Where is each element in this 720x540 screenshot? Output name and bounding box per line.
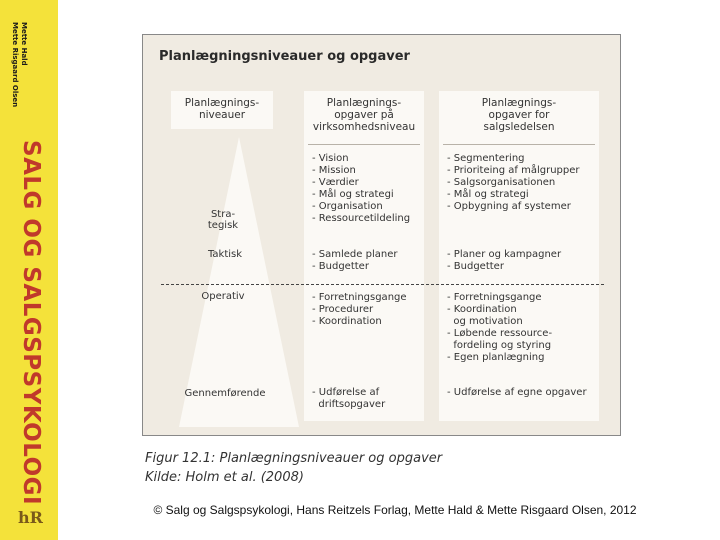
copyright-notice: © Salg og Salgspsykologi, Hans Reitzels Forlag, Mette Hald & Mette Risgaard Olsen, 2012 bbox=[153, 503, 637, 517]
spine-authors: Mette Hald Mette Risgaard Olsen bbox=[11, 22, 28, 108]
caption-source: Kilde: Holm et al. (2008) bbox=[145, 470, 304, 485]
pyramid-shape bbox=[179, 137, 299, 427]
sales-tasks-executing: - Udførelse af egne opgaver bbox=[447, 387, 587, 398]
column-levels bbox=[171, 91, 273, 129]
level-gennemforende: Gennemførende bbox=[184, 388, 266, 399]
sales-tasks-operative: - Forretningsgange - Koordination og motivation - Løbende ressource- fordeling og styring - Egen planlægning bbox=[447, 292, 553, 363]
sales-tasks-tactical: - Planer og kampagner - Budgetter bbox=[447, 249, 562, 272]
level-strategisk: Stra- tegisk bbox=[207, 209, 239, 231]
figure-panel bbox=[142, 34, 621, 436]
column-company bbox=[304, 91, 424, 421]
column-company-divider bbox=[308, 144, 420, 145]
column-sales bbox=[439, 91, 599, 421]
tactical-operative-divider bbox=[161, 284, 604, 285]
figure-title: Planlægningsniveauer og opgaver bbox=[159, 49, 410, 64]
book-spine bbox=[0, 0, 58, 540]
company-tasks-tactical: - Samlede planer - Budgetter bbox=[312, 249, 398, 272]
company-tasks-strategic: - Vision - Mission - Værdier - Mål og strategi - Organisation - Ressourcetildeling bbox=[312, 153, 411, 224]
caption-title: Figur 12.1: Planlægningsniveauer og opgaver bbox=[145, 451, 443, 466]
column-sales-divider bbox=[443, 144, 595, 145]
publisher-logo: hR bbox=[18, 508, 43, 527]
planning-pyramid bbox=[179, 137, 299, 427]
company-tasks-executing: - Udførelse af driftsopgaver bbox=[312, 387, 386, 410]
sales-tasks-strategic: - Segmentering - Prioriteing af målgrupper - Salgsorganisationen - Mål og strategi - Opbygning af systemer bbox=[447, 153, 580, 212]
column-sales-header: Planlægnings- opgaver for salgsledelsen bbox=[481, 97, 557, 133]
spine-title-wrap bbox=[14, 140, 44, 506]
level-taktisk: Taktisk bbox=[207, 249, 243, 260]
level-operativ: Operativ bbox=[201, 291, 245, 302]
column-company-header: Planlægnings- opgaver på virksomhedsniveau bbox=[312, 97, 416, 133]
spine-title: SALG OG SALGSPSYKOLOGI bbox=[18, 140, 44, 506]
company-tasks-operative: - Forretningsgange - Procedurer - Koordination bbox=[312, 292, 407, 327]
figure-caption bbox=[145, 449, 442, 487]
column-levels-header: Planlægnings- niveauer bbox=[184, 97, 260, 121]
